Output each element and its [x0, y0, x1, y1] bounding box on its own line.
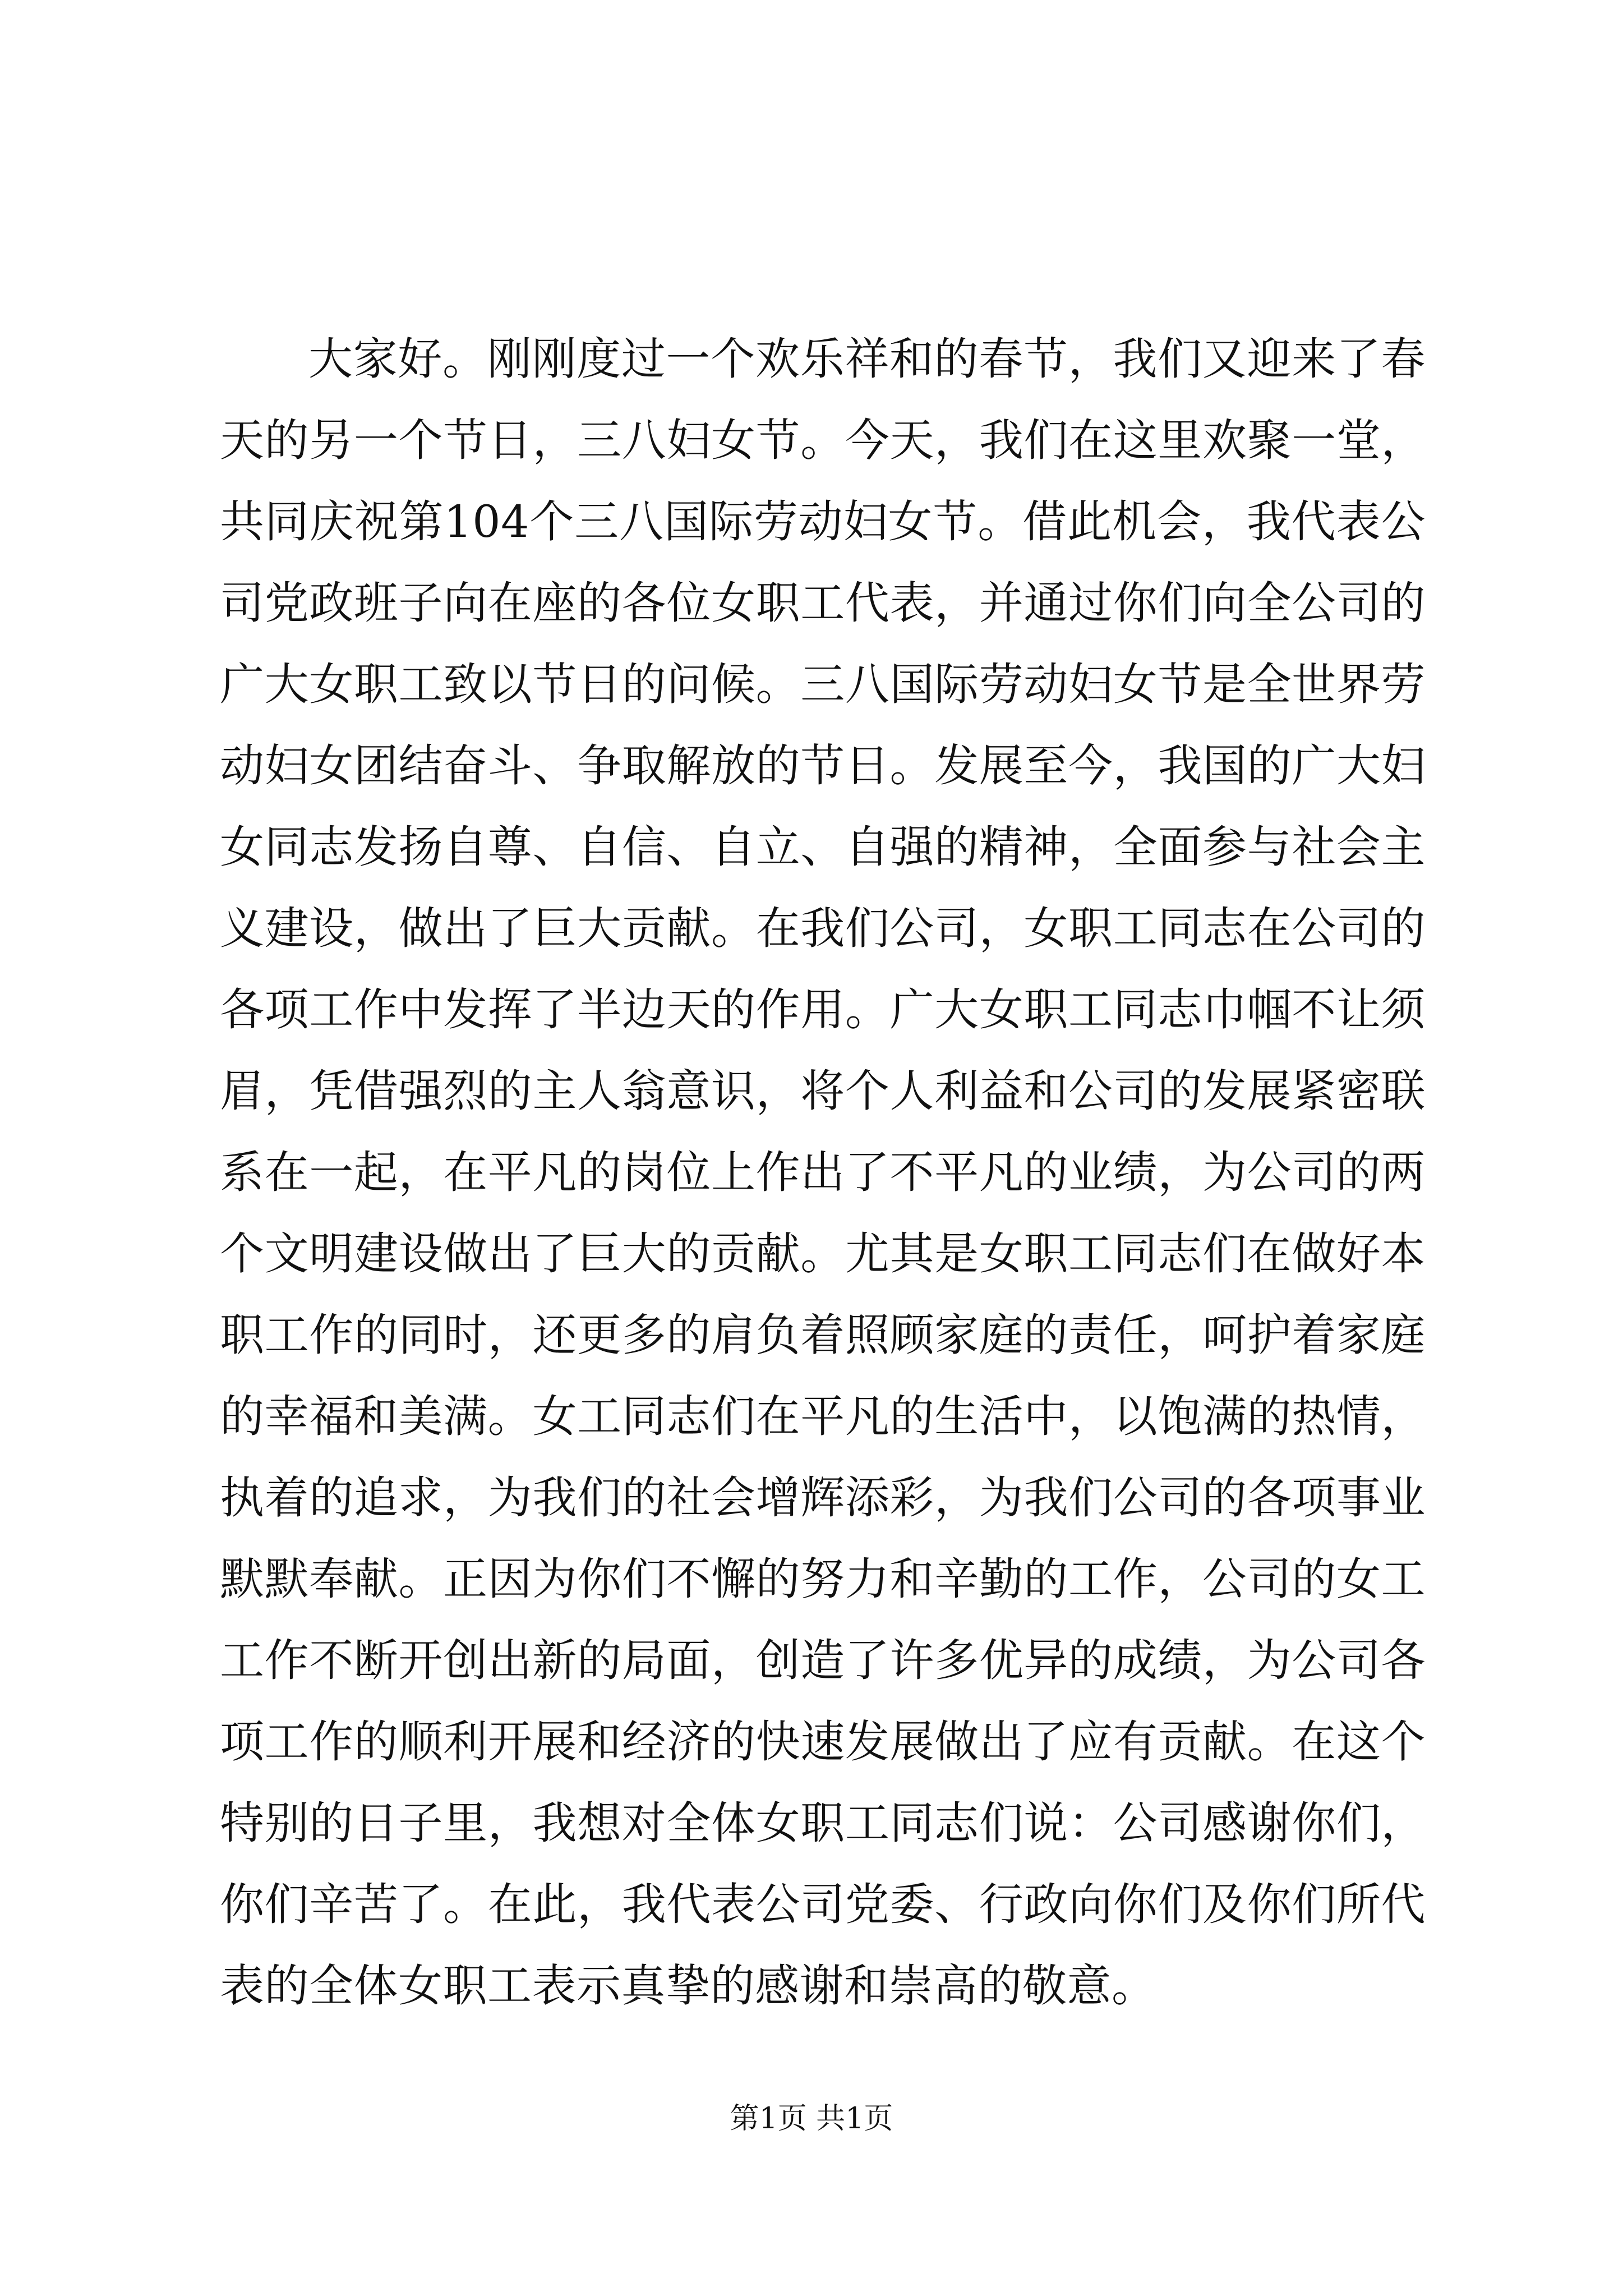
body-paragraph: 大家好。刚刚度过一个欢乐祥和的春节，我们又迎来了春天的另一个节日，三八妇女节。今天，我们在这里欢聚一堂，共同庆祝第104个三八国际劳动妇女节。借此机会，我代表公司党政班子向在座的各位女职工代表，并通过你们向全公司的广大女职工致以节日的问候。三八国际劳动妇女节是全世界劳动妇女团结奋斗、争取解放的节日。发展至今，我国的广大妇女同志发扬自尊、自信、自立、自强的精神，全面参与社会主义建设，做出了巨大贡献。在我们公司，女职工同志在公司的各项工作中发挥了半边天的作用。广大女职工同志巾帼不让须眉，凭借强烈的主人翁意识，将个人利益和公司的发展紧密联系在一起，在平凡的岗位上作出了不平凡的业绩，为公司的两个文明建设做出了巨大的贡献。尤其是女职工同志们在做好本职工作的同时，还更多的肩负着照顾家庭的责任，呵护着家庭的幸福和美满。女工同志们在平凡的生活中，以饱满的热情，执着的追求，为我们的社会增辉添彩，为我们公司的各项事业默默奉献。正因为你们不懈的努力和辛勤的工作，公司的女工工作不断开创出新的局面，创造了许多优异的成绩，为公司各项工作的顺利开展和经济的快速发展做出了应有贡献。在这个特别的日子里，我想对全体女职工同志们说：公司感谢你们，你们辛苦了。在此，我代表公司党委、行政向你们及你们所代表的全体女职工表示真挚的感谢和崇高的敬意。 [220, 333, 1426, 2012]
page-footer: 第1页 共1页 [730, 2102, 893, 2136]
